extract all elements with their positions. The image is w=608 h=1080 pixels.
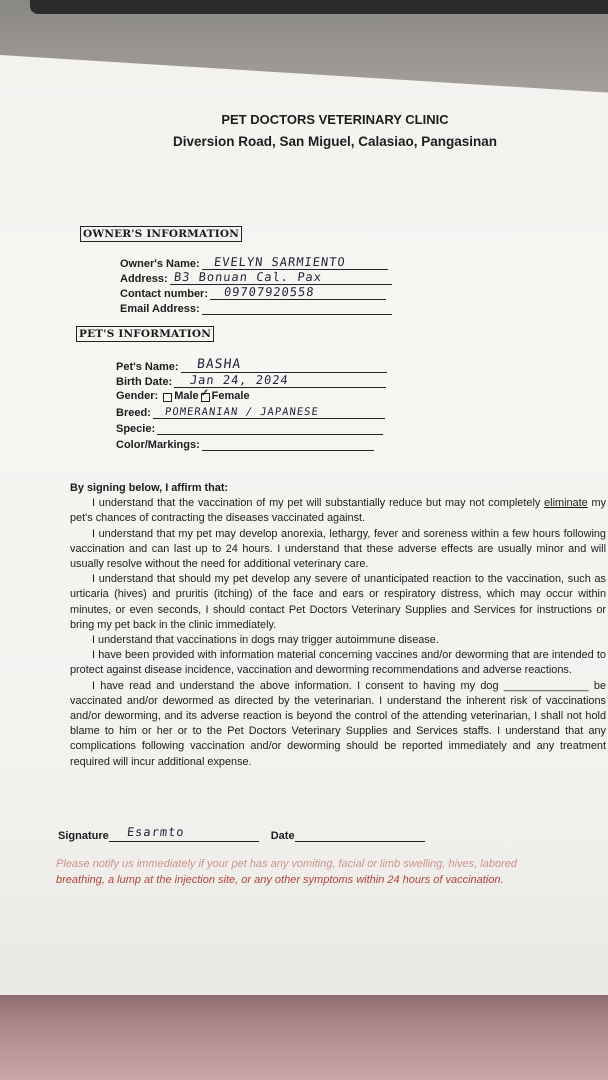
owner-name-label: Owner's Name: <box>120 258 200 270</box>
pet-birthdate-line[interactable] <box>174 374 386 388</box>
pet-color-line[interactable] <box>202 437 374 451</box>
affirmation-paragraph-2: I understand that my pet may develop anorexia, lethargy, fever and soreness within a few hours following vaccination and can last up to 24 hours. I understand that these adverse effects are usually minor and will usually resolve without the need for additional veterinary care. <box>70 527 606 571</box>
pet-section-heading: PET'S INFORMATION <box>76 326 214 342</box>
pet-birthdate-value: Jan 24, 2024 <box>189 373 290 387</box>
pet-breed-row <box>116 405 385 419</box>
pet-breed-value: POMERANIAN / JAPANESE <box>164 406 320 418</box>
pet-specie-label: Specie: <box>116 423 156 435</box>
notice-text <box>56 856 608 888</box>
owner-email-label: Email Address: <box>120 303 200 315</box>
p1-text-b: my pet's chances of contracting the diseases vaccinated against. <box>70 497 607 525</box>
notice-line-2: breathing, a lump at the injection site, or any other symptoms within 24 hours of vaccination. <box>56 874 504 886</box>
owner-name-value: EVELYN SARMIENTO <box>212 255 346 269</box>
owner-address-value: B3 Bonuan Cal. Pax <box>172 270 323 284</box>
date-line[interactable] <box>295 828 425 842</box>
owner-name-line[interactable] <box>202 256 388 270</box>
signature-row <box>58 825 425 842</box>
affirmation-paragraph-1 <box>70 496 606 526</box>
affirmation-paragraph-3: I understand that should my pet develop any severe of unanticipated reaction to the vaccination, such as urticaria (hives) and pruritis (itching) of the face and ears or respiratory distress, which may occur within minutes, or even seconds, I should contact Pet Doctors Veterinary Supplies and Services for instructions or bring my pet back in the clinic immediately. <box>70 573 606 631</box>
owner-contact-value: 09707920558 <box>223 285 316 299</box>
affirmation-lead: By signing below, I affirm that: <box>70 482 229 494</box>
gender-male-checkbox[interactable] <box>163 393 172 402</box>
p1-underlined: eliminate <box>544 497 588 510</box>
owner-address-line[interactable] <box>170 271 392 285</box>
pet-birthdate-row <box>116 374 386 388</box>
owner-contact-label: Contact number: <box>120 288 208 300</box>
gender-female-checkbox[interactable] <box>201 393 210 402</box>
pet-specie-line[interactable] <box>157 421 383 435</box>
clinic-address: Diversion Road, San Miguel, Calasiao, Pangasinan <box>172 134 498 149</box>
affirmation-paragraph-6 <box>70 679 606 770</box>
owner-email-line[interactable] <box>202 301 392 315</box>
affirmation-paragraph-5: I have been provided with information material concerning vaccines and/or deworming that are intended to protect against disease incidence, vaccination and deworming recommendations and adverse reactions. <box>70 649 606 677</box>
signature-label: Signature <box>58 830 109 842</box>
laptop-edge <box>30 0 608 14</box>
signature-line[interactable] <box>109 825 259 842</box>
pet-breed-label: Breed: <box>116 407 151 419</box>
gender-female-label: Female <box>211 390 250 402</box>
table-background-bottom <box>0 980 608 1080</box>
p6-text-a: I have read and understand the above information. I consent to having my dog <box>92 679 504 692</box>
date-label: Date <box>270 830 295 842</box>
pet-color-row <box>116 437 374 451</box>
owner-contact-row <box>120 286 386 300</box>
pet-gender-label: Gender: <box>116 390 159 402</box>
pet-name-line[interactable] <box>181 359 387 373</box>
dog-name-blank[interactable]: ______________ <box>503 679 589 692</box>
owner-address-label: Address: <box>120 273 168 285</box>
affirmation-text <box>70 481 606 770</box>
pet-color-label: Color/Markings: <box>116 439 200 451</box>
p6-text-b: be vaccinated and/or dewormed as directed by the veterinarian. I understand the inherent risk of vaccinations and/or deworming, and its adverse reaction is beyond the control of the attending veterinarian, I shall not hold blame to him or her or to the Pet Doctors Veterinary Supplies and Services staffs. I understand that any complications following vaccination and/or deworming should be reported immediately and any treatment required will incur additional expense. <box>70 679 607 768</box>
owner-contact-line[interactable] <box>210 286 386 300</box>
pet-name-label: Pet's Name: <box>116 361 179 373</box>
pet-name-row <box>116 359 387 373</box>
signature-value: Esarmto <box>125 825 186 839</box>
p1-text-a: I understand that the vaccination of my pet will substantially reduce but may not completely <box>92 497 545 510</box>
owner-address-row <box>120 271 392 285</box>
pet-breed-line[interactable] <box>153 405 385 419</box>
gender-male-label: Male <box>174 390 199 402</box>
pet-gender-row <box>116 390 250 402</box>
owner-section-heading: OWNER'S INFORMATION <box>80 226 242 242</box>
owner-email-row <box>120 301 392 315</box>
pet-birthdate-label: Birth Date: <box>116 376 173 388</box>
pet-name-value: BASHA <box>195 357 242 372</box>
clinic-name: PET DOCTORS VETERINARY CLINIC <box>221 112 449 127</box>
affirmation-paragraph-4: I understand that vaccinations in dogs may trigger autoimmune disease. <box>92 634 439 647</box>
notice-line-1: Please notify us immediately if your pet has any vomiting, facial or limb swelling, hives, labored <box>56 858 517 870</box>
owner-name-row <box>120 256 388 270</box>
pet-specie-row <box>116 421 383 435</box>
